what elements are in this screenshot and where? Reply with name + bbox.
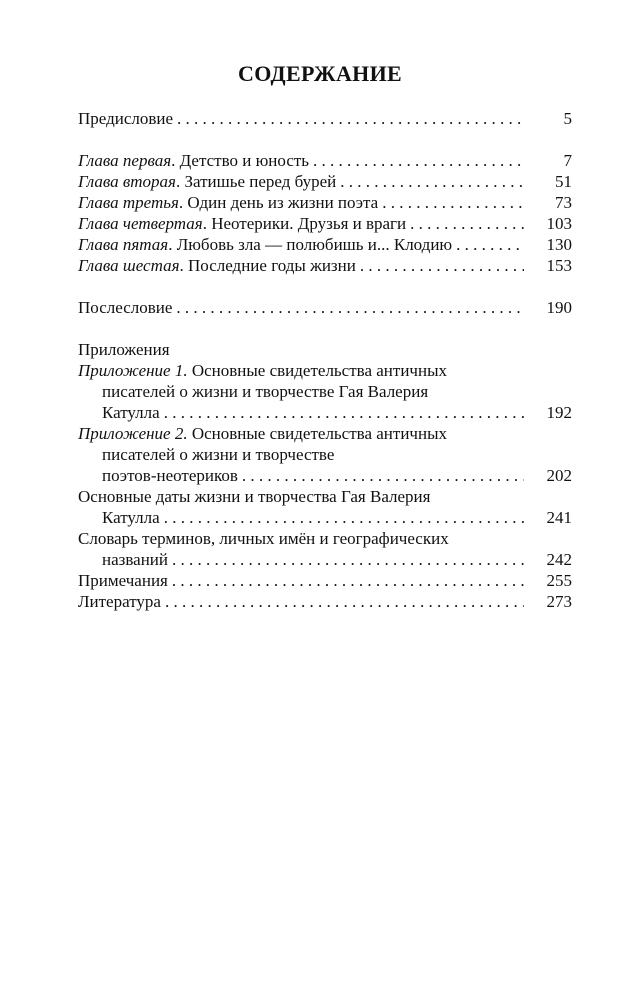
- toc-entry-title: [78, 171, 336, 192]
- dot-leader: [313, 150, 524, 171]
- dot-leader: [172, 570, 524, 591]
- chapter-text: . Последние годы жизни: [179, 256, 356, 275]
- appendices-heading: Приложения: [78, 340, 170, 359]
- toc-entry-chapter-6[interactable]: [78, 255, 572, 276]
- toc-entry-title: Послесловие: [78, 298, 173, 317]
- dot-leader: [242, 465, 524, 486]
- toc-entry-title: [78, 255, 356, 276]
- toc-entry-title: Катулла: [102, 403, 160, 422]
- appendix-text: Основные свидетельства античных: [187, 424, 447, 443]
- toc-entry-glossary-line-1[interactable]: Словарь терминов, личных имён и географических: [78, 529, 449, 548]
- appendix-label: Приложение 2.: [78, 424, 188, 443]
- toc-page-number: 5: [563, 109, 572, 128]
- toc-entry-chapter-1[interactable]: [78, 150, 572, 171]
- dot-leader: [164, 507, 524, 528]
- toc-entry-title: названий: [102, 550, 168, 569]
- toc-page-number: 255: [546, 571, 572, 590]
- chapter-label: Глава первая: [78, 151, 172, 170]
- dot-leader: [165, 591, 524, 612]
- toc-entry-title: [78, 213, 406, 234]
- toc-entry-appendix-2-line-2: писателей о жизни и творчестве: [102, 445, 335, 464]
- spacer: [78, 276, 572, 297]
- toc-entry-title: [78, 150, 309, 171]
- toc-entry-appendix-1-line-2: писателей о жизни и творчестве Гая Валерия: [102, 382, 429, 401]
- toc-page-number: 153: [546, 256, 572, 275]
- toc-page-number: 7: [563, 151, 572, 170]
- dot-leader: [164, 402, 524, 423]
- dot-leader: [340, 171, 524, 192]
- toc-page-number: 130: [546, 235, 572, 254]
- chapter-label: Глава шестая: [78, 256, 180, 275]
- toc-page-number: 73: [555, 193, 572, 212]
- toc-entry-title: [78, 192, 378, 213]
- toc-entry-dates-line-1[interactable]: Основные даты жизни и творчества Гая Валерия: [78, 487, 431, 506]
- toc-entry-glossary-line-2[interactable]: [78, 549, 572, 570]
- dot-leader: [176, 297, 524, 318]
- chapter-label: Глава четвертая: [78, 214, 203, 233]
- toc-entry-title: Литература: [78, 592, 161, 611]
- chapter-text: . Затишье перед бурей: [175, 172, 337, 191]
- toc-page-number: 103: [546, 214, 572, 233]
- chapter-text: . Детство и юность: [171, 151, 310, 170]
- toc-entry-title: Примечания: [78, 571, 168, 590]
- appendix-label: Приложение 1.: [78, 361, 188, 380]
- dot-leader: [456, 234, 524, 255]
- dot-leader: [172, 549, 524, 570]
- dot-leader: [360, 255, 524, 276]
- toc-page-number: 51: [555, 172, 572, 191]
- toc-entry-appendix-1-line-3[interactable]: [78, 402, 572, 423]
- toc-entry-notes[interactable]: [78, 570, 572, 591]
- dot-leader: [382, 192, 524, 213]
- toc-entry-appendix-1-line-1[interactable]: [78, 360, 572, 381]
- toc-page-number: 190: [546, 298, 572, 317]
- toc-entry-appendix-2-line-1[interactable]: [78, 423, 572, 444]
- toc-entry-chapter-4[interactable]: [78, 213, 572, 234]
- chapter-text: . Один день из жизни поэта: [178, 193, 379, 212]
- dot-leader: [177, 108, 524, 129]
- toc-entry-chapter-2[interactable]: [78, 171, 572, 192]
- spacer: [78, 129, 572, 150]
- spacer: [78, 318, 572, 339]
- chapter-text: . Любовь зла — полюбишь и... Клодию: [168, 235, 453, 254]
- page-title: СОДЕРЖАНИЕ: [238, 61, 402, 86]
- dot-leader: [410, 213, 524, 234]
- toc-entry-dates-line-2[interactable]: [78, 507, 572, 528]
- toc-page-number: 242: [546, 550, 572, 569]
- toc-entry-chapter-5[interactable]: [78, 234, 572, 255]
- toc-entry-appendix-2-line-3[interactable]: [78, 465, 572, 486]
- toc-entry-title: поэтов-неотериков: [102, 466, 238, 485]
- chapter-label: Глава пятая: [78, 235, 169, 254]
- chapter-label: Глава вторая: [78, 172, 176, 191]
- toc-entry-preface[interactable]: [78, 108, 572, 129]
- toc-entry-chapter-3[interactable]: [78, 192, 572, 213]
- chapter-label: Глава третья: [78, 193, 179, 212]
- appendix-text: Основные свидетельства античных: [187, 361, 447, 380]
- toc-entry-literature[interactable]: [78, 591, 572, 612]
- toc-entry-title: Предисловие: [78, 109, 174, 128]
- toc-page-number: 273: [546, 592, 572, 611]
- toc-page-number: 202: [546, 466, 572, 485]
- table-of-contents: [78, 108, 572, 612]
- toc-page-number: 241: [546, 508, 572, 527]
- toc-entry-title: Катулла: [102, 508, 160, 527]
- chapter-text: . Неотерики. Друзья и враги: [202, 214, 407, 233]
- toc-page-number: 192: [546, 403, 572, 422]
- toc-entry-afterword[interactable]: [78, 297, 572, 318]
- toc-entry-title: [78, 234, 452, 255]
